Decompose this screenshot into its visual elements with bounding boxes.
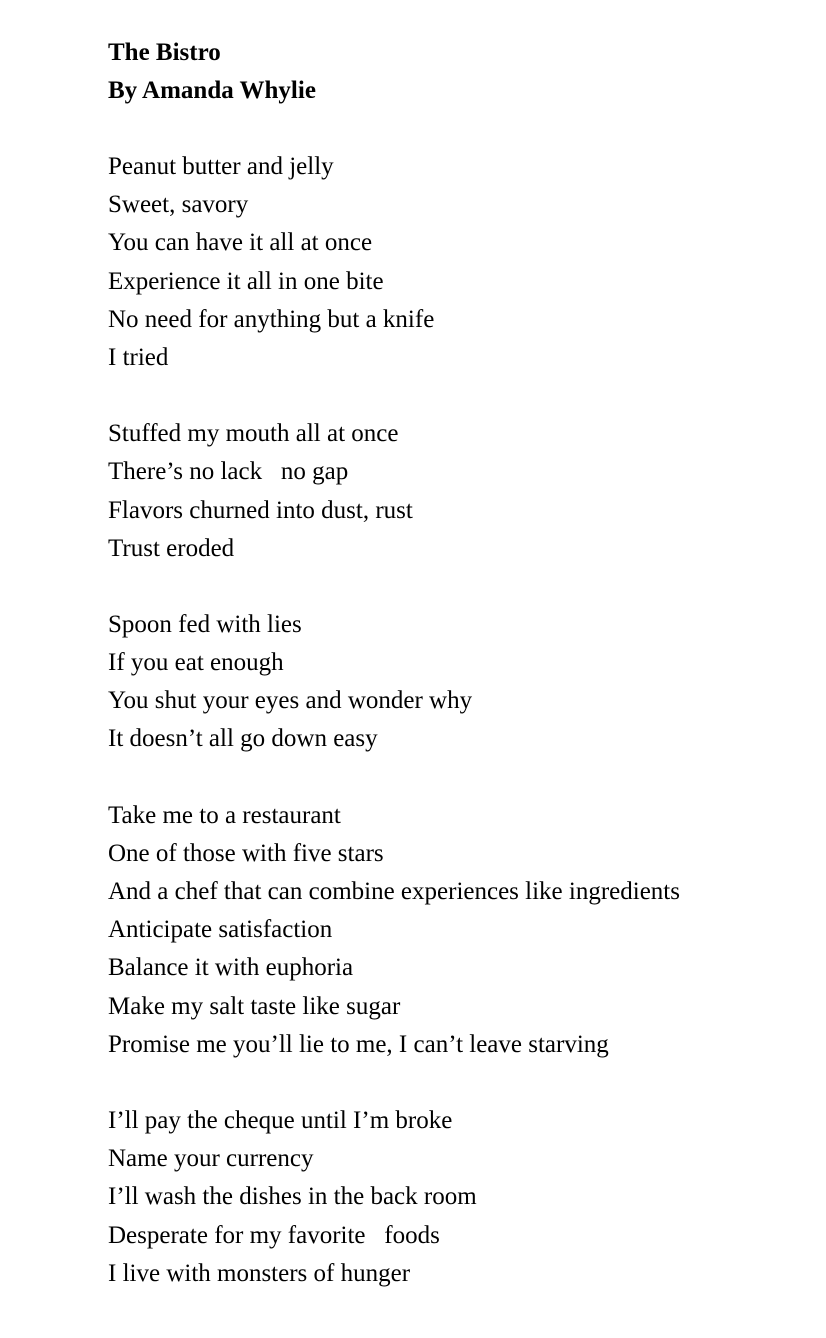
poem-line: One of those with five stars xyxy=(108,839,384,867)
poem-line: Take me to a restaurant xyxy=(108,801,341,829)
poem-line: Sweet, savory xyxy=(108,191,249,219)
poem-line: Promise me you’ll lie to me, I can’t leave starving xyxy=(108,1030,609,1058)
poem-line: Trust eroded xyxy=(108,534,235,562)
poem-line: There’s no lack no gap xyxy=(108,458,349,486)
poem-line: You shut your eyes and wonder why xyxy=(108,687,473,715)
poem-line: Anticipate satisfaction xyxy=(108,916,333,944)
stanza-1 xyxy=(108,148,808,377)
poem-line: And a chef that can combine experiences like ingredients xyxy=(108,878,680,905)
poem-title: The Bistro xyxy=(108,39,221,66)
poem-line: You can have it all at once xyxy=(108,229,373,257)
poem-line: I’ll pay the cheque until I’m broke xyxy=(108,1106,453,1134)
stanza-4 xyxy=(108,797,808,1064)
poem-line: It doesn’t all go down easy xyxy=(108,725,378,753)
poem-line: If you eat enough xyxy=(108,649,284,677)
poem-line: I tried xyxy=(108,343,169,371)
poem-line: Desperate for my favorite foods xyxy=(108,1221,440,1249)
poem-line: Make my salt taste like sugar xyxy=(108,992,401,1020)
poem-line: Peanut butter and jelly xyxy=(108,153,334,180)
poem-line: Name your currency xyxy=(108,1145,314,1173)
poem-line: I’ll wash the dishes in the back room xyxy=(108,1183,477,1211)
poem-line: I live with monsters of hunger xyxy=(108,1259,411,1287)
poem-line: Balance it with euphoria xyxy=(108,954,354,982)
poem-line: Flavors churned into dust, rust xyxy=(108,496,413,524)
stanza-3 xyxy=(108,606,808,759)
poem-line: Experience it all in one bite xyxy=(108,267,384,295)
stanza-5 xyxy=(108,1102,808,1293)
poem-header xyxy=(108,34,808,110)
poem-line: No need for anything but a knife xyxy=(108,305,435,333)
stanza-2 xyxy=(108,415,808,568)
poem-line: Spoon fed with lies xyxy=(108,610,302,638)
poem-line: Stuffed my mouth all at once xyxy=(108,420,399,448)
document-page xyxy=(108,34,808,1293)
poem-byline: By Amanda Whylie xyxy=(108,77,316,104)
